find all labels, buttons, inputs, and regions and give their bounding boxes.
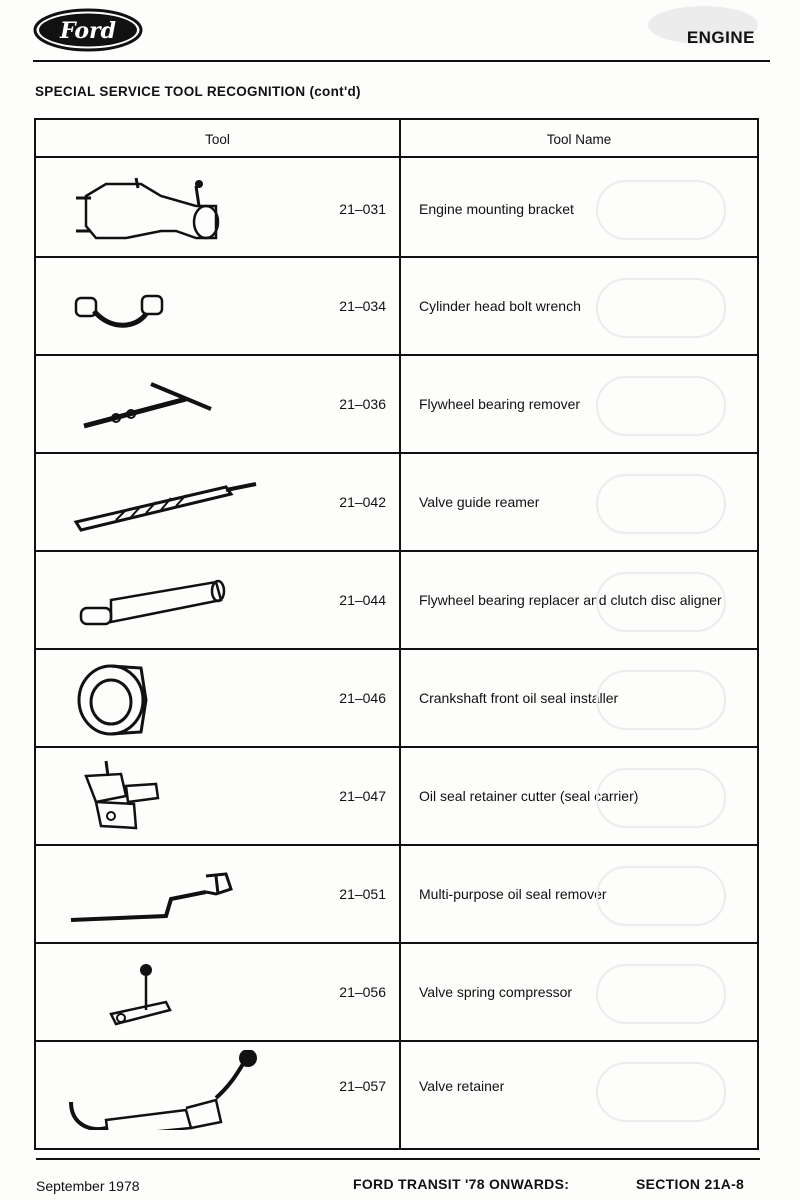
tool-name: Cylinder head bolt wrench	[419, 298, 581, 314]
table-row	[36, 356, 757, 454]
tool-code: 21–034	[339, 298, 386, 314]
t-handle-puller-illustration	[66, 364, 266, 444]
bleed-through-art	[596, 866, 726, 926]
engine-mounting-bracket-illustration	[66, 166, 266, 246]
table-row	[36, 944, 757, 1042]
tool-code: 21–056	[339, 984, 386, 1000]
tool-code: 21–046	[339, 690, 386, 706]
ford-logo	[33, 8, 143, 52]
section-title: ENGINE	[686, 28, 755, 47]
bleed-through-art	[596, 1062, 726, 1122]
bleed-through-art	[596, 572, 726, 632]
table-row	[36, 258, 757, 356]
table-row	[36, 552, 757, 650]
tool-code: 21–036	[339, 396, 386, 412]
column-header-tool-name: Tool Name	[546, 132, 612, 147]
page-header	[0, 0, 800, 62]
bleed-through-art	[596, 474, 726, 534]
tool-name: Multi-purpose oil seal remover	[419, 886, 607, 902]
tool-name: Valve spring compressor	[419, 984, 573, 1000]
table-row	[36, 846, 757, 944]
aligner-shaft-illustration	[66, 560, 266, 640]
tool-name: Engine mounting bracket	[419, 201, 574, 217]
tool-name: Valve retainer	[419, 1078, 505, 1094]
column-header-tool: Tool	[205, 132, 230, 147]
lever-compressor-illustration	[66, 952, 266, 1032]
table-row	[36, 748, 757, 846]
tool-code: 21–047	[339, 788, 386, 804]
tool-table	[34, 118, 759, 1150]
bleed-through-art	[596, 768, 726, 828]
tool-name: Oil seal retainer cutter (seal carrier)	[419, 788, 639, 804]
page-heading: SPECIAL SERVICE TOOL RECOGNITION (cont'd)	[35, 84, 361, 99]
tool-name: Valve guide reamer	[419, 494, 540, 510]
table-row	[36, 1042, 757, 1150]
bleed-through-art	[596, 278, 726, 338]
threaded-retainer-illustration	[66, 1050, 266, 1130]
tool-code: 21–051	[339, 886, 386, 902]
wrench-illustration	[66, 266, 266, 346]
tool-name: Flywheel bearing replacer and clutch disc aligner	[419, 592, 722, 608]
tool-name: Flywheel bearing remover	[419, 396, 581, 412]
table-row	[36, 650, 757, 748]
table-row	[36, 454, 757, 552]
header-rule	[33, 60, 770, 62]
tool-code: 21–042	[339, 494, 386, 510]
bleed-through-art	[596, 964, 726, 1024]
ring-installer-illustration	[66, 658, 266, 738]
reamer-illustration	[66, 462, 266, 542]
tool-name: Crankshaft front oil seal installer	[419, 690, 619, 706]
bleed-through-art	[596, 180, 726, 240]
table-header	[36, 120, 757, 158]
logo-text: Ford	[59, 18, 117, 44]
footer-section: SECTION 21A-8	[636, 1176, 745, 1192]
cutter-assembly-illustration	[66, 756, 266, 836]
bleed-through-art	[596, 376, 726, 436]
hooked-rod-illustration	[66, 854, 266, 934]
footer-rule	[36, 1158, 760, 1160]
tool-code: 21–044	[339, 592, 386, 608]
footer-model: FORD TRANSIT '78 ONWARDS:	[353, 1176, 570, 1192]
tool-code: 21–057	[339, 1078, 386, 1094]
bleed-through-art	[596, 670, 726, 730]
tool-code: 21–031	[339, 201, 386, 217]
footer-date: September 1978	[36, 1178, 140, 1194]
table-row	[36, 158, 757, 258]
